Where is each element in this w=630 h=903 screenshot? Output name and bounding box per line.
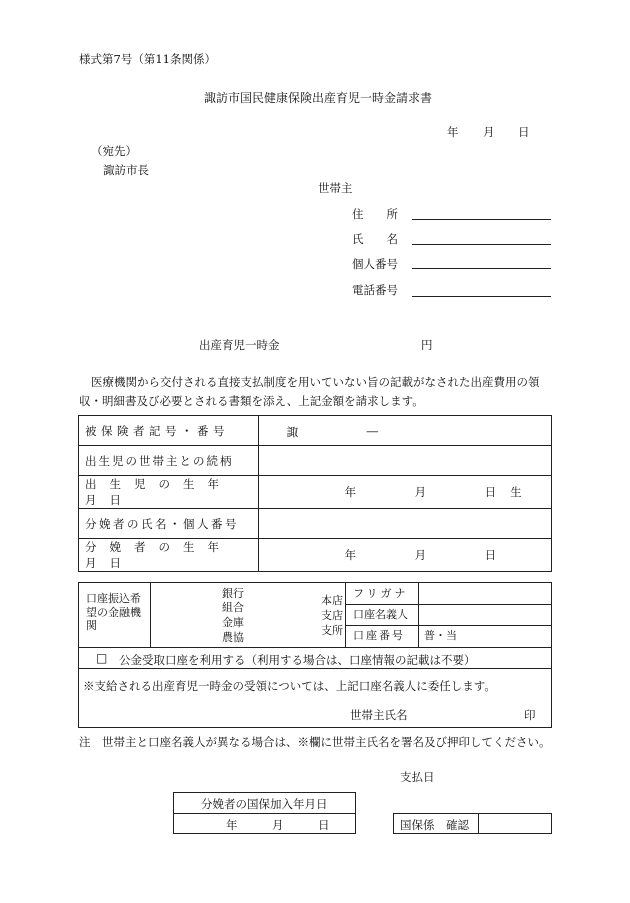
signature-label: 世帯主氏名 [350,708,408,722]
account-holder-label: 口座名義人 [353,608,408,621]
bank-account-section [78,582,552,728]
statement-line-1: 医療機関から交付される直接支払制度を用いていない旨の記載がなされた出産費用の領 [91,375,540,389]
date-month-label: 月 [483,125,495,139]
enrollment-day: 日 [318,818,330,832]
child-birth-year: 年 [344,485,357,499]
child-birth-day: 日生 [484,485,536,499]
statement-line-2: 収・明細書及び必要とされる書類を添え、上記金額を請求します。 [79,394,424,408]
name-field[interactable] [412,244,551,245]
table-row [79,416,552,446]
table-row [79,539,552,572]
relationship-label: 出生児の世帯主との続柄 [79,446,259,476]
table-row [79,446,552,476]
seal-mark: 印 [524,708,536,722]
householder-heading: 世帯主 [318,181,353,195]
insured-prefix: 諏 [286,425,299,439]
delivery-birth-day: 日 [484,548,497,562]
form-title: 諏訪市国民健康保険出産育児一時金請求書 [204,91,433,105]
insured-number-field[interactable] [258,416,551,446]
bank-type-credit[interactable]: 金庫 [222,616,244,629]
branch-office[interactable]: 支所 [321,624,343,637]
confirm-stamp-field[interactable] [479,814,551,833]
table-row [79,509,552,539]
table-row [79,476,552,509]
payment-date-label: 支払日 [400,770,435,784]
phone-label: 電話番号 [352,283,398,297]
delivery-person-name-field[interactable] [258,509,551,539]
child-birth-month: 月 [414,485,427,499]
addressee-label: （宛先） [91,144,137,158]
branch-branch[interactable]: 支店 [321,609,343,622]
delivery-birth-month: 月 [414,548,427,562]
name-label: 氏 名 [352,232,398,246]
branch-main[interactable]: 本店 [321,594,343,607]
personal-number-field[interactable] [412,268,551,269]
confirmation-box [393,813,552,834]
claim-info-table [78,415,552,572]
note-text: 注 世帯主と口座名義人が異なる場合は、※欄に世帯主氏名を署名及び押印してください。 [79,735,551,749]
enrollment-date-label: 分娩者の国保加入年月日 [201,797,328,811]
bank-type-bank[interactable]: 銀行 [222,587,244,600]
child-birthdate-field[interactable] [258,476,551,509]
bank-section-label: 口座振込希望の金融機関 [86,592,141,632]
date-year-label: 年 [447,125,459,139]
address-label: 住 所 [352,207,398,221]
delivery-birth-year: 年 [344,548,357,562]
relationship-field[interactable] [258,446,551,476]
date-day-label: 日 [518,125,530,139]
amount-unit: 円 [421,338,433,352]
phone-field[interactable] [412,296,551,297]
confirm-label: 国保係 確認 [400,818,469,832]
public-account-option: 公金受取口座を利用する（利用する場合は、口座情報の記載は不要） [119,653,476,667]
form-number: 様式第7号（第11条関係） [79,52,216,66]
checkbox-icon[interactable]: □ [96,651,108,665]
enrollment-date-box [173,792,356,834]
amount-label: 出産育児一時金 [199,338,280,352]
account-type[interactable]: 普・当 [424,629,457,642]
delegation-text: ※支給される出産育児一時金の受領については、上記口座名義人に委任します。 [83,679,496,693]
child-birthdate-label: 出生児の生年月日 [79,476,259,509]
insured-number-label: 被保険者記号・番号 [79,416,259,446]
bank-type-agri[interactable]: 農協 [222,631,244,644]
personal-number-label: 個人番号 [352,257,398,271]
bank-type-union[interactable]: 組合 [222,601,244,614]
addressee: 諏訪市長 [103,163,149,177]
delivery-person-birthdate-field[interactable] [258,539,551,572]
delivery-person-name-label: 分娩者の氏名・個人番号 [79,509,259,539]
enrollment-year: 年 [226,818,238,832]
address-field[interactable] [412,219,551,220]
furigana-label: フリガナ [353,587,409,600]
enrollment-month: 月 [272,818,284,832]
delivery-person-birthdate-label: 分娩者の生年月日 [79,539,259,572]
insured-dash: ― [366,424,379,438]
account-number-label: 口座番号 [353,629,405,642]
